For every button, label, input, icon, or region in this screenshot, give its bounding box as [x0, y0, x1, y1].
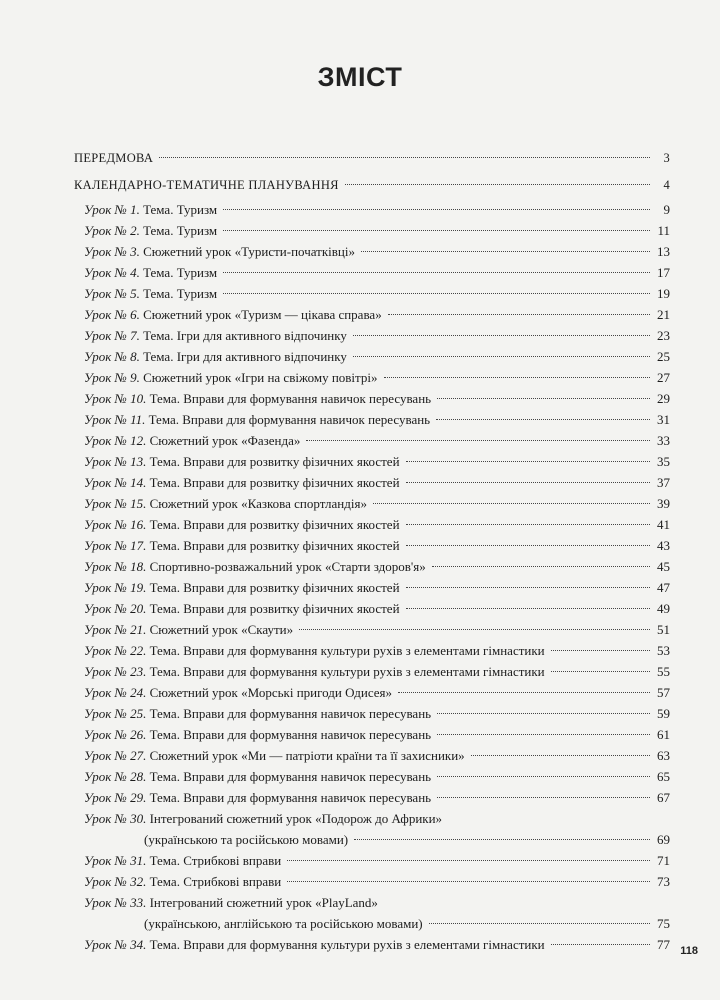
dot-leader	[429, 923, 650, 924]
lesson-title: Сюжетний урок «Казкова спортландія»	[149, 496, 367, 511]
toc-lesson-21	[74, 619, 670, 640]
dot-leader	[354, 839, 650, 840]
toc-lesson-22	[74, 640, 670, 661]
toc-page-number: 31	[657, 412, 670, 427]
lesson-number: Урок № 33.	[84, 895, 147, 910]
toc-lesson-17	[74, 535, 670, 556]
toc-entry-text	[74, 661, 545, 682]
toc-lesson-3	[74, 241, 670, 262]
toc-lesson-33-continued	[74, 913, 670, 934]
toc-page-number: 23	[657, 328, 670, 343]
lesson-number: Урок № 30.	[84, 811, 147, 826]
dot-leader	[384, 377, 651, 378]
toc-lesson-30-continued	[74, 829, 670, 850]
toc-lesson-19	[74, 577, 670, 598]
lesson-number: Урок № 5.	[84, 286, 140, 301]
toc-page-number: 65	[657, 769, 670, 784]
toc-entry-text	[74, 325, 347, 346]
lesson-title: Сюжетний урок «Фазенда»	[149, 433, 301, 448]
dot-leader	[437, 398, 650, 399]
dot-leader	[223, 293, 650, 294]
toc-entry-text	[74, 199, 217, 220]
toc-entry-text	[74, 766, 431, 787]
toc-lesson-12	[74, 430, 670, 451]
dot-leader	[406, 524, 650, 525]
toc-page-number: 35	[657, 454, 670, 469]
page-title: ЗМІСТ	[317, 62, 403, 92]
table-of-contents	[74, 145, 670, 955]
lesson-title: Тема. Вправи для формування навичок пересувань	[148, 412, 431, 427]
toc-entry-text	[74, 145, 153, 172]
toc-page-number: 71	[657, 853, 670, 868]
toc-entry-text	[74, 493, 367, 514]
toc-entry-text	[74, 829, 348, 850]
lesson-number: Урок № 2.	[84, 223, 140, 238]
toc-entry-text	[74, 451, 400, 472]
lesson-title: Тема. Туризм	[143, 202, 218, 217]
toc-page-number: 67	[657, 790, 670, 805]
dot-leader	[345, 184, 650, 185]
lesson-number: Урок № 15.	[84, 496, 147, 511]
toc-lesson-9	[74, 367, 670, 388]
dot-leader	[406, 482, 650, 483]
lesson-title-continued: (українською та російською мовами)	[144, 832, 349, 847]
lesson-title: Сюжетний урок «Ми — патріоти країни та її захисники»	[149, 748, 465, 763]
toc-page-number: 51	[657, 622, 670, 637]
toc-entry-text	[74, 388, 431, 409]
lesson-number: Урок № 25.	[84, 706, 147, 721]
lesson-number: Урок № 16.	[84, 517, 147, 532]
lesson-title: Сюжетний урок «Ігри на свіжому повітрі»	[143, 370, 378, 385]
toc-entry-text	[74, 409, 430, 430]
toc-lesson-13	[74, 451, 670, 472]
toc-entry-text	[74, 808, 442, 829]
toc-entry-text	[74, 472, 400, 493]
lesson-title: Тема. Стрибкові вправи	[149, 874, 282, 889]
dot-leader	[223, 272, 650, 273]
toc-entry-text	[74, 787, 431, 808]
toc-lesson-33	[74, 892, 670, 913]
lesson-title: Тема. Туризм	[143, 265, 218, 280]
toc-lesson-31	[74, 850, 670, 871]
lesson-title: Тема. Стрибкові вправи	[149, 853, 282, 868]
lesson-title: Тема. Вправи для формування навичок пересувань	[149, 769, 432, 784]
toc-entry-text	[74, 703, 431, 724]
lesson-title: Сюжетний урок «Морські пригоди Одисея»	[149, 685, 393, 700]
lesson-number: Урок № 7.	[84, 328, 140, 343]
lesson-title: Тема. Вправи для формування навичок пересувань	[149, 706, 432, 721]
lesson-number: Урок № 17.	[84, 538, 147, 553]
toc-entry-text	[74, 850, 281, 871]
lesson-number: Урок № 10.	[84, 391, 147, 406]
toc-entry-text	[74, 304, 382, 325]
toc-lesson-4	[74, 262, 670, 283]
lesson-title: Інтегрований сюжетний урок «PlayLand»	[149, 895, 378, 910]
toc-lesson-29	[74, 787, 670, 808]
toc-entry-text	[74, 514, 400, 535]
toc-page-number: 27	[657, 370, 670, 385]
toc-lesson-30	[74, 808, 670, 829]
toc-entry-text	[74, 241, 355, 262]
toc-lesson-6	[74, 304, 670, 325]
lesson-number: Урок № 12.	[84, 433, 147, 448]
lesson-number: Урок № 31.	[84, 853, 147, 868]
dot-leader	[551, 650, 650, 651]
dot-leader	[406, 608, 650, 609]
toc-page-number: 45	[657, 559, 670, 574]
toc-entry-text	[74, 220, 217, 241]
toc-entry-text	[74, 871, 281, 892]
toc-entry-text	[74, 892, 378, 913]
lesson-title: Тема. Ігри для активного відпочинку	[143, 349, 347, 364]
lesson-title: Тема. Ігри для активного відпочинку	[143, 328, 347, 343]
toc-page-number: 49	[657, 601, 670, 616]
lesson-number: Урок № 23.	[84, 664, 147, 679]
lesson-number: Урок № 4.	[84, 265, 140, 280]
lesson-title: Тема. Вправи для формування культури рухів з елементами гімнастики	[149, 664, 545, 679]
section-label: КАЛЕНДАРНО-ТЕМАТИЧНЕ ПЛАНУВАННЯ	[74, 178, 339, 192]
lesson-title: Тема. Вправи для розвитку фізичних якостей	[149, 601, 400, 616]
toc-page-number: 75	[657, 916, 670, 931]
dot-leader	[406, 461, 650, 462]
lesson-title: Тема. Вправи для розвитку фізичних якостей	[149, 454, 400, 469]
lesson-number: Урок № 19.	[84, 580, 147, 595]
lesson-title: Сюжетний урок «Скаути»	[149, 622, 294, 637]
toc-lesson-26	[74, 724, 670, 745]
lesson-title: Тема. Вправи для формування культури рухів з елементами гімнастики	[149, 937, 545, 952]
page-number: 118	[680, 945, 698, 957]
toc-entry-text	[74, 367, 378, 388]
dot-leader	[551, 944, 650, 945]
dot-leader	[437, 797, 650, 798]
lesson-title: Тема. Туризм	[143, 223, 218, 238]
toc-lesson-5	[74, 283, 670, 304]
toc-page-number: 29	[657, 391, 670, 406]
lesson-number: Урок № 20.	[84, 601, 147, 616]
lesson-number: Урок № 34.	[84, 937, 147, 952]
toc-page-number: 41	[657, 517, 670, 532]
lesson-number: Урок № 26.	[84, 727, 147, 742]
toc-entry-text	[74, 535, 400, 556]
lesson-number: Урок № 14.	[84, 475, 147, 490]
toc-lesson-11	[74, 409, 670, 430]
toc-page-number: 33	[657, 433, 670, 448]
toc-lesson-20	[74, 598, 670, 619]
lesson-number: Урок № 13.	[84, 454, 147, 469]
dot-leader	[551, 671, 650, 672]
toc-page-number: 55	[657, 664, 670, 679]
lesson-number: Урок № 11.	[84, 412, 146, 427]
toc-lesson-25	[74, 703, 670, 724]
lesson-title: Тема. Туризм	[143, 286, 218, 301]
dot-leader	[437, 734, 650, 735]
toc-lesson-32	[74, 871, 670, 892]
lesson-number: Урок № 1.	[84, 202, 140, 217]
toc-lesson-23	[74, 661, 670, 682]
toc-section-1	[74, 145, 670, 172]
toc-lesson-10	[74, 388, 670, 409]
toc-lesson-8	[74, 346, 670, 367]
toc-page-number: 39	[657, 496, 670, 511]
toc-page-number: 57	[657, 685, 670, 700]
toc-lesson-15	[74, 493, 670, 514]
toc-lesson-1	[74, 199, 670, 220]
dot-leader	[223, 209, 650, 210]
toc-entry-text	[74, 346, 347, 367]
lesson-title: Тема. Вправи для формування навичок пересувань	[149, 790, 432, 805]
toc-page-number: 4	[663, 178, 670, 192]
lesson-number: Урок № 32.	[84, 874, 147, 889]
toc-page-number: 61	[657, 727, 670, 742]
lesson-number: Урок № 24.	[84, 685, 147, 700]
toc-entry-text	[74, 724, 431, 745]
dot-leader	[223, 230, 650, 231]
lesson-number: Урок № 3.	[84, 244, 140, 259]
toc-page-number: 25	[657, 349, 670, 364]
lesson-number: Урок № 29.	[84, 790, 147, 805]
lesson-title: Спортивно-розважальний урок «Старти здоров'я»	[149, 559, 426, 574]
lesson-title: Тема. Вправи для розвитку фізичних якостей	[149, 580, 400, 595]
toc-page-number: 21	[657, 307, 670, 322]
toc-entry-text	[74, 430, 300, 451]
toc-lesson-14	[74, 472, 670, 493]
toc-lesson-16	[74, 514, 670, 535]
lesson-number: Урок № 22.	[84, 643, 147, 658]
toc-entry-text	[74, 934, 545, 955]
toc-page-number: 53	[657, 643, 670, 658]
lesson-number: Урок № 28.	[84, 769, 147, 784]
toc-page-number: 59	[657, 706, 670, 721]
toc-page-number: 47	[657, 580, 670, 595]
toc-entry-text	[74, 682, 392, 703]
toc-page-number: 9	[663, 202, 670, 217]
dot-leader	[373, 503, 650, 504]
toc-page-number: 63	[657, 748, 670, 763]
dot-leader	[361, 251, 650, 252]
dot-leader	[398, 692, 650, 693]
dot-leader	[159, 157, 650, 158]
toc-page-number: 3	[663, 151, 670, 165]
toc-page-number: 17	[657, 265, 670, 280]
toc-lesson-2	[74, 220, 670, 241]
lesson-title: Тема. Вправи для розвитку фізичних якостей	[149, 517, 400, 532]
dot-leader	[299, 629, 650, 630]
dot-leader	[388, 314, 650, 315]
toc-lesson-27	[74, 745, 670, 766]
toc-lesson-34	[74, 934, 670, 955]
dot-leader	[306, 440, 650, 441]
lesson-number: Урок № 6.	[84, 307, 140, 322]
lesson-title: Сюжетний урок «Туризм — цікава справа»	[143, 307, 382, 322]
toc-entry-text	[74, 598, 400, 619]
lesson-title: Тема. Вправи для формування культури рухів з елементами гімнастики	[149, 643, 545, 658]
dot-leader	[353, 335, 650, 336]
section-label: ПЕРЕДМОВА	[74, 151, 154, 165]
toc-page-number: 69	[657, 832, 670, 847]
dot-leader	[406, 545, 650, 546]
toc-page-number: 37	[657, 475, 670, 490]
lesson-title: Тема. Вправи для формування навичок пересувань	[149, 391, 432, 406]
toc-entry-text	[74, 913, 423, 934]
lesson-title: Тема. Вправи для розвитку фізичних якостей	[149, 475, 400, 490]
toc-page-number: 13	[657, 244, 670, 259]
toc-entry-text	[74, 619, 293, 640]
dot-leader	[437, 713, 650, 714]
toc-entry-text	[74, 577, 400, 598]
dot-leader	[406, 587, 650, 588]
toc-page-number: 77	[657, 937, 670, 952]
toc-page-number: 19	[657, 286, 670, 301]
toc-lesson-24	[74, 682, 670, 703]
lesson-number: Урок № 9.	[84, 370, 140, 385]
lesson-title: Сюжетний урок «Туристи-початківці»	[143, 244, 355, 259]
toc-lesson-7	[74, 325, 670, 346]
lesson-number: Урок № 8.	[84, 349, 140, 364]
toc-page-number: 73	[657, 874, 670, 889]
dot-leader	[287, 881, 650, 882]
dot-leader	[437, 776, 650, 777]
lesson-title: Інтегрований сюжетний урок «Подорож до Африки»	[149, 811, 443, 826]
toc-entry-text	[74, 172, 339, 199]
lesson-number: Урок № 18.	[84, 559, 147, 574]
toc-entry-text	[74, 745, 465, 766]
dot-leader	[287, 860, 650, 861]
lesson-title: Тема. Вправи для формування навичок пересувань	[149, 727, 432, 742]
toc-lesson-28	[74, 766, 670, 787]
lesson-number: Урок № 21.	[84, 622, 147, 637]
lesson-number: Урок № 27.	[84, 748, 147, 763]
toc-entry-text	[74, 262, 217, 283]
lesson-title-continued: (українською, англійською та російською мовами)	[144, 916, 423, 931]
lesson-title: Тема. Вправи для розвитку фізичних якостей	[149, 538, 400, 553]
toc-entry-text	[74, 640, 545, 661]
dot-leader	[353, 356, 650, 357]
dot-leader	[471, 755, 650, 756]
toc-lesson-18	[74, 556, 670, 577]
toc-section-2	[74, 172, 670, 199]
dot-leader	[436, 419, 650, 420]
toc-entry-text	[74, 556, 426, 577]
toc-page-number: 11	[657, 223, 670, 238]
toc-entry-text	[74, 283, 217, 304]
dot-leader	[432, 566, 650, 567]
toc-page-number: 43	[657, 538, 670, 553]
